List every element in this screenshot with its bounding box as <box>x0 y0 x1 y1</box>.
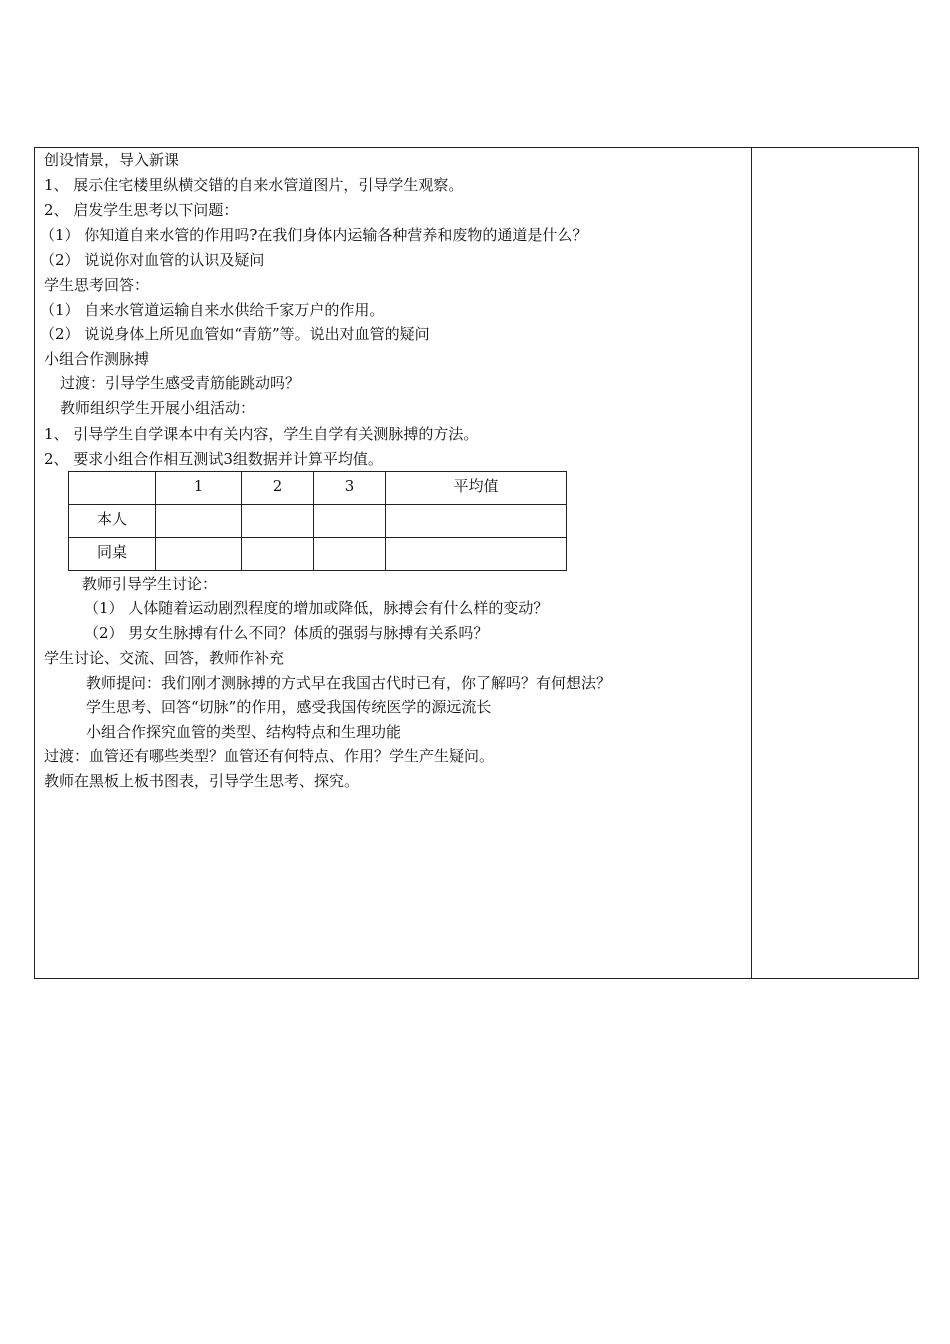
table-header-row <box>69 472 567 505</box>
table-cell <box>386 505 567 538</box>
text-line: （1） 自来水管道运输自来水供给千家万户的作用。 <box>40 301 385 319</box>
table-header-cell: 平均值 <box>386 472 567 505</box>
text-line: （1） 你知道自来水管的作用吗?在我们身体内运输各种营养和废物的通道是什么？ <box>40 226 588 244</box>
text-line: 2、 要求小组合作相互测试3组数据并计算平均值。 <box>44 450 383 468</box>
table-cell <box>314 505 386 538</box>
text-line: 教师在黑板上板书图表，引导学生思考、探究。 <box>44 772 360 790</box>
text-line: 教师提问：我们刚才测脉搏的方式早在我国古代时已有，你了解吗？有何想法？ <box>86 674 612 692</box>
table-cell <box>386 538 567 571</box>
text-line: 1、 引导学生自学课本中有关内容，学生自学有关测脉搏的方法。 <box>44 425 479 443</box>
text-line: 学生思考、回答“切脉”的作用，感受我国传统医学的源远流长 <box>86 698 492 716</box>
text-line: 过渡：引导学生感受青筋能跳动吗？ <box>60 374 301 392</box>
text-line: 过渡：血管还有哪些类型？血管还有何特点、作用？学生产生疑问。 <box>44 747 495 765</box>
table-row <box>69 505 567 538</box>
table-cell <box>156 538 242 571</box>
text-line: 小组合作探究血管的类型、结构特点和生理功能 <box>86 723 402 741</box>
table-cell <box>156 505 242 538</box>
table-header-cell: 1 <box>156 472 242 505</box>
table-cell <box>314 538 386 571</box>
table-cell <box>242 505 314 538</box>
text-line: 教师组织学生开展小组活动： <box>60 399 256 417</box>
section-heading-pulse: 小组合作测脉搏 <box>44 350 150 368</box>
table-row-label: 本人 <box>69 505 156 538</box>
text-line: 2、 启发学生思考以下问题： <box>44 201 239 219</box>
text-line: （2） 男女生脉搏有什么不同？体质的强弱与脉搏有关系吗？ <box>84 624 489 642</box>
text-line: （2） 说说身体上所见血管如“青筋”等。说出对血管的疑问 <box>40 325 430 343</box>
table-row <box>69 538 567 571</box>
text-line: 学生讨论、交流、回答，教师作补充 <box>44 649 285 667</box>
text-line: （1） 人体随着运动剧烈程度的增加或降低，脉搏会有什么样的变动？ <box>84 599 549 617</box>
table-row-label: 同桌 <box>69 538 156 571</box>
table-header-cell: 3 <box>314 472 386 505</box>
text-line: （2） 说说你对血管的认识及疑问 <box>40 251 265 269</box>
pulse-data-table <box>68 471 567 571</box>
text-line: 教师引导学生讨论： <box>82 575 218 593</box>
section-heading-intro: 创设情景，导入新课 <box>44 151 180 169</box>
table-header-cell <box>69 472 156 505</box>
text-line: 学生思考回答： <box>44 276 150 294</box>
column-divider <box>751 147 752 979</box>
table-cell <box>242 538 314 571</box>
text-line: 1、 展示住宅楼里纵横交错的自来水管道图片，引导学生观察。 <box>44 176 464 194</box>
table-header-cell: 2 <box>242 472 314 505</box>
